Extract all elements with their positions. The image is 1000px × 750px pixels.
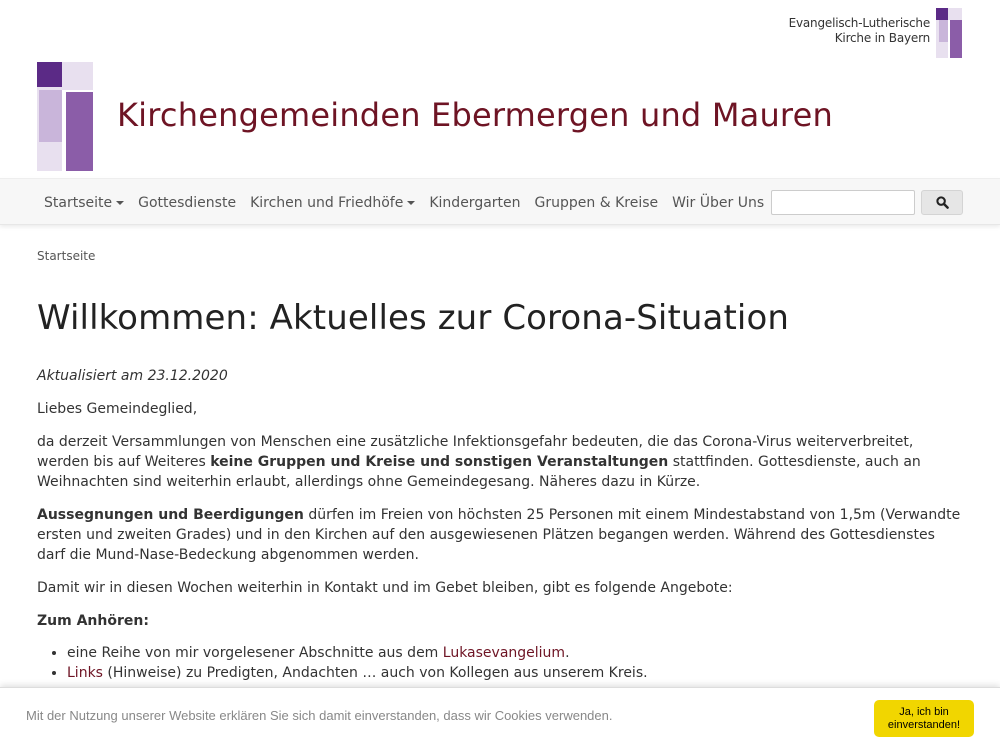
li1-text-a: eine Reihe von mir vorgelesener Abschnitte aus dem xyxy=(67,645,443,661)
cookie-accept-button[interactable] xyxy=(874,700,974,737)
breadcrumb-item-startseite[interactable]: Startseite xyxy=(37,249,96,263)
elkb-logo-icon xyxy=(936,8,962,58)
search-icon xyxy=(936,196,949,209)
updated-date xyxy=(37,366,967,386)
listen-heading xyxy=(37,611,967,631)
li1-text-b: . xyxy=(565,645,570,661)
updated-text: Aktualisiert am 23.12.2020 xyxy=(37,368,228,384)
nav-item-label: Gottesdienste xyxy=(138,194,237,211)
cookie-button-line-1: Ja, ich bin xyxy=(899,705,949,718)
list-item xyxy=(67,643,967,663)
caret-down-icon xyxy=(116,201,124,205)
p2-bold: Aussegnungen und Beerdigungen xyxy=(37,507,304,523)
page-title: Willkommen: Aktuelles zur Corona-Situation xyxy=(37,298,790,338)
nav-item-label: Startseite xyxy=(44,194,113,211)
nav-item-gruppen-kreise[interactable] xyxy=(528,195,666,211)
nav-item-wir-ueber-uns[interactable] xyxy=(665,195,771,211)
nav-item-label: Kirchen und Friedhöfe xyxy=(250,194,404,211)
site-logo-icon[interactable] xyxy=(37,62,93,171)
main-navbar xyxy=(0,178,1000,225)
cookie-banner xyxy=(0,687,1000,750)
search-input[interactable] xyxy=(771,190,915,215)
nav-item-label: Wir Über Uns xyxy=(672,194,765,211)
li2-text: (Hinweise) zu Predigten, Andachten … auch von Kollegen aus unserem Kreis. xyxy=(102,665,648,681)
nav-item-kirchen-und-friedhoefe[interactable] xyxy=(243,195,422,211)
list-item xyxy=(67,663,967,683)
nav-item-kindergarten[interactable] xyxy=(422,195,527,211)
links-link[interactable]: Links xyxy=(67,665,103,681)
cookie-text: Mit der Nutzung unserer Website erklären Sie sich damit einverstanden, dass wir Cookies verwenden. xyxy=(26,708,613,723)
paragraph-1 xyxy=(37,432,967,492)
p1-text-b: stattfinden. Gottesdienste, auch an Weihnachten sind weiterhin erlaubt, allerdings ohne Gemeindegesang. Näheres dazu in Kürze. xyxy=(37,454,921,490)
elkb-brand[interactable] xyxy=(789,8,962,58)
listen-list xyxy=(67,643,967,683)
p2-text: dürfen im Freien von höchsten 25 Personen mit einem Mindestabstand von 1,5m (Verwandte ersten und zweiten Grades) und in den Kirchen auf den ausgewiesenen Plätzen begangen werden. Während des Gottesdienstes darf die Mund-Nase-Bedeckung abgenommen werden. xyxy=(37,507,961,563)
greeting: Liebes Gemeindeglied, xyxy=(37,401,198,417)
paragraph-2 xyxy=(37,505,967,565)
nav-list xyxy=(37,179,771,226)
search-button[interactable] xyxy=(921,190,963,215)
elkb-line-1: Evangelisch-Lutherische xyxy=(788,16,930,30)
cookie-button-line-2: einverstanden! xyxy=(887,718,961,731)
paragraph-3: Damit wir in diesen Wochen weiterhin in Kontakt und im Gebet bleiben, gibt es folgende Angebote: xyxy=(37,580,733,596)
p1-bold: keine Gruppen und Kreise und sonstigen Veranstaltungen xyxy=(210,454,669,470)
elkb-brand-text xyxy=(789,16,930,46)
breadcrumb xyxy=(37,249,95,263)
listen-heading-text: Zum Anhören: xyxy=(37,613,149,629)
nav-item-gottesdienste[interactable] xyxy=(131,195,243,211)
nav-item-label: Kindergarten xyxy=(429,194,521,211)
site-title[interactable]: Kirchengemeinden Ebermergen und Mauren xyxy=(117,96,833,134)
lukasevangelium-link[interactable]: Lukasevangelium xyxy=(442,645,566,661)
nav-item-startseite[interactable] xyxy=(37,195,131,211)
main-content xyxy=(37,366,967,683)
elkb-line-2: Kirche in Bayern xyxy=(834,31,930,45)
nav-item-label: Gruppen & Kreise xyxy=(534,194,659,211)
p1-text-a: da derzeit Versammlungen von Menschen eine zusätzliche Infektionsgefahr bedeuten, die das Corona-Virus weiterverbreitet, werden bis auf Weiteres xyxy=(37,434,914,470)
caret-down-icon xyxy=(407,201,415,205)
